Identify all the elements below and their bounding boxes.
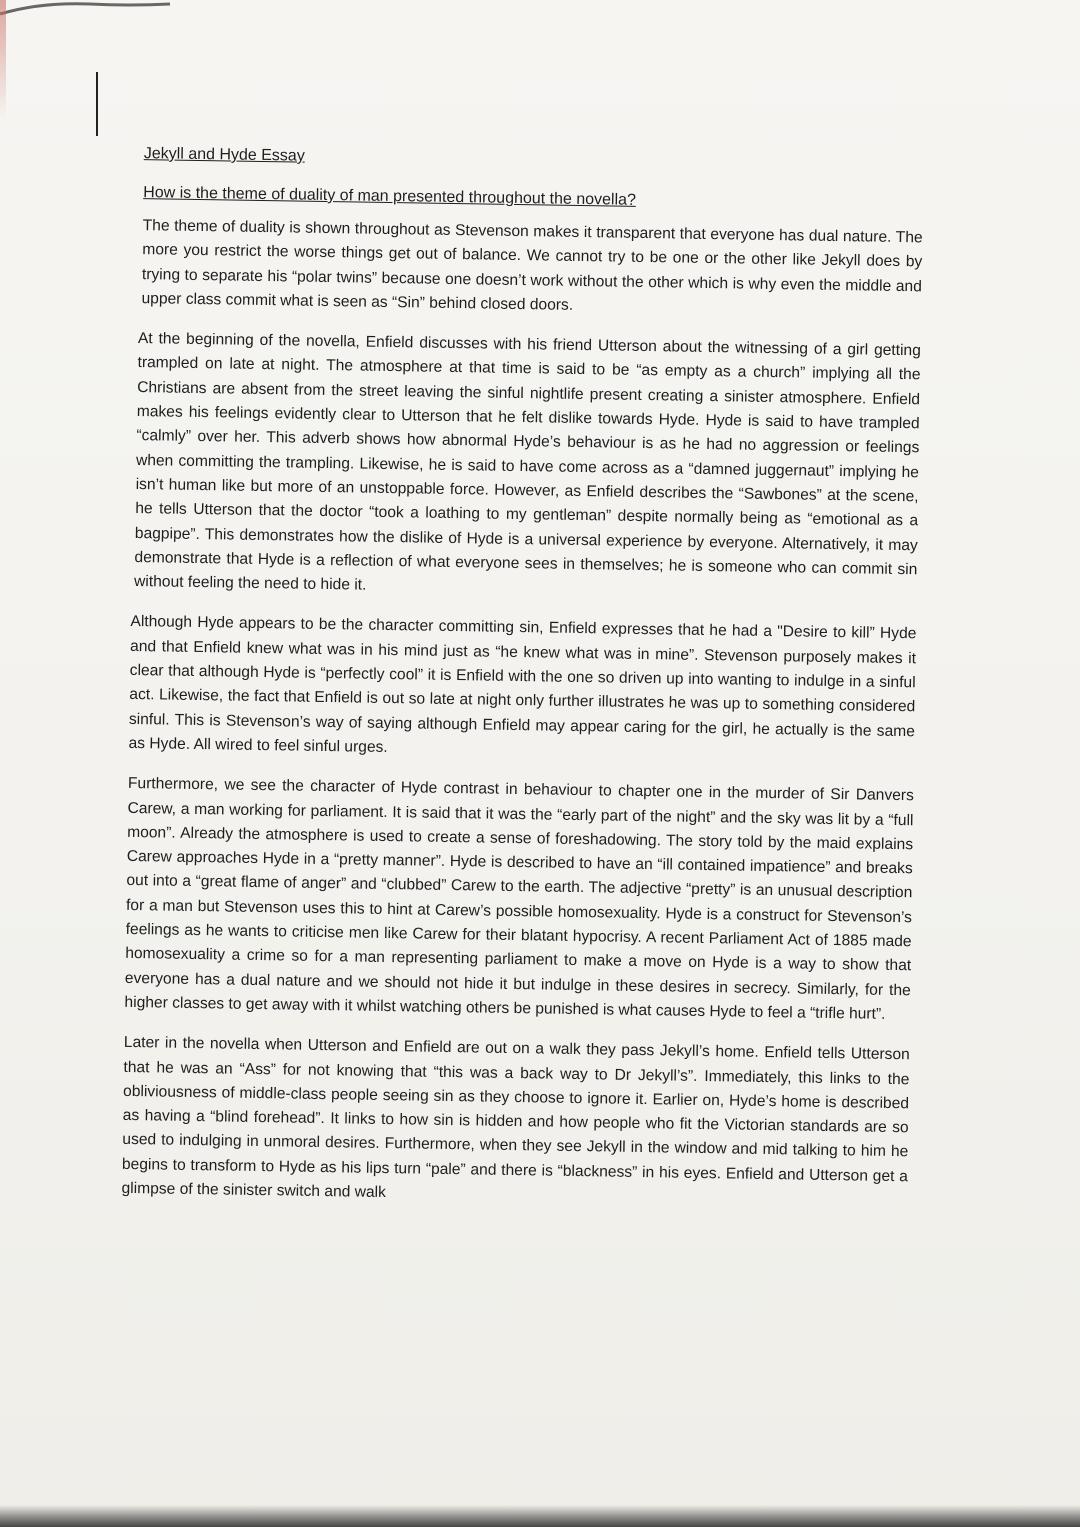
scan-edge-shadow-bottom: [0, 1505, 1080, 1527]
scan-edge-tint-left: [0, 0, 6, 120]
scan-edge-shadow-top: [0, 0, 180, 20]
text-cursor-mark: [96, 72, 98, 136]
essay-question: How is the theme of duality of man presented throughout the novella?: [143, 184, 637, 209]
essay-paragraph-3: Although Hyde appears to be the character committing sin, Enfield expresses that he had a "Desire to kill” Hyde and that Enfield knew what was in his mind just as “he knew what was in mine”. Stevenson purposely makes it clear that although Hyde is “perfectly cool” it is Enfield with the one so driven up into wanting to indulge in a sinful act. Likewise, the fact that Enfield is out so late at night only further illustrates he was up to something considered sinful. This is Stevenson’s way of saying although Enfield may appear caring for the girl, he actually is the same as Hyde. All wired to feel sinful urges.: [128, 613, 917, 756]
essay-paragraph-1: The theme of duality is shown throughout as Stevenson makes it transparent that everyone has dual nature. The more you restrict the worse things get out of balance. We cannot try to be one or the other like Jekyll does by trying to separate his “polar twins” because one doesn’t work without the other which is why even the middle and upper class commit what is seen as “Sin” behind closed doors.: [141, 217, 923, 314]
essay-content: [121, 143, 924, 1229]
essay-paragraph-4: Furthermore, we see the character of Hyde contrast in behaviour to chapter one in the murder of Sir Danvers Carew, a man working for parliament. It is said that it was the “early part of the night” and the sky was lit by a “full moon”. Already the atmosphere is used to create a sense of foreshadowing. The story told by the maid explains Carew approaches Hyde in a “pretty manner”. Hyde is described to have an “ill contained impatience” and breaks out into a “great flame of anger” and “clubbed” Carew to the earth. The adjective “pretty” is an unusual description for a man but Stevenson uses this to hint at Carew’s possible homosexuality. Hyde is a construct for Stevenson’s feelings as he wants to criticise men like Carew for their blatant hypocrisy. A recent Parliament Act of 1885 made homosexuality a crime so for a man representing parliament to make a move on Hyde is a way to show that everyone has a dual nature and we should not hide it but indulge in these desires in secrecy. Similarly, for the higher classes to get away with it whilst watching others be punished is what causes Hyde to feel a “trifle hurt”.: [124, 775, 914, 1023]
essay-paragraph-2: At the beginning of the novella, Enfield discusses with his friend Utterson about the witnessing of a girl getting trampled on late at night. The atmosphere at that time is said to be “as empty as a church” implying all the Christians are absent from the street leaving the sinful nightlife present creating a sinister atmosphere. Enfield makes his feelings evidently clear to Utterson that he felt dislike towards Hyde. Hyde is said to have trampled “calmly” over her. This adverb shows how abnormal Hyde’s behaviour is as he had no aggression or feelings when committing the trampling. Likewise, he is said to have come across as a “damned juggernaut” implying he isn’t human like but more of an unstoppable force. However, as Enfield describes the “Sawbones” at the scene, he tells Utterson that the doctor “took a loathing to my gentleman” despite normally being as “emotional as a bagpipe”. This demonstrates how the dislike of Hyde is a universal experience by everyone. Alternatively, it may demonstrate that Hyde is a reflection of what everyone sees in themselves; he is someone who can commit sin without feeling the need to hide it.: [133, 330, 921, 594]
essay-title: Jekyll and Hyde Essay: [143, 145, 305, 165]
essay-paragraph-5: Later in the novella when Utterson and Enfield are out on a walk they pass Jekyll’s home. Enfield tells Utterson that he was an “Ass” for not knowing that “this was a back way to Dr Jekyll’s”. Immediately, this links to the obliviousness of middle-class people seeing sin as they choose to ignore it. Earlier on, Hyde’s home is described as having a “blind forehead”. It links to how sin is hidden and how people who fit the Victorian standards are so used to indulging in unmoral desires. Furthermore, when they see Jekyll in the window and mid talking to him he begins to transform to Hyde as his lips turn “pale” and there is “blackness” in his eyes. Enfield and Utterson get a glimpse of the sinister switch and walk: [121, 1034, 910, 1202]
